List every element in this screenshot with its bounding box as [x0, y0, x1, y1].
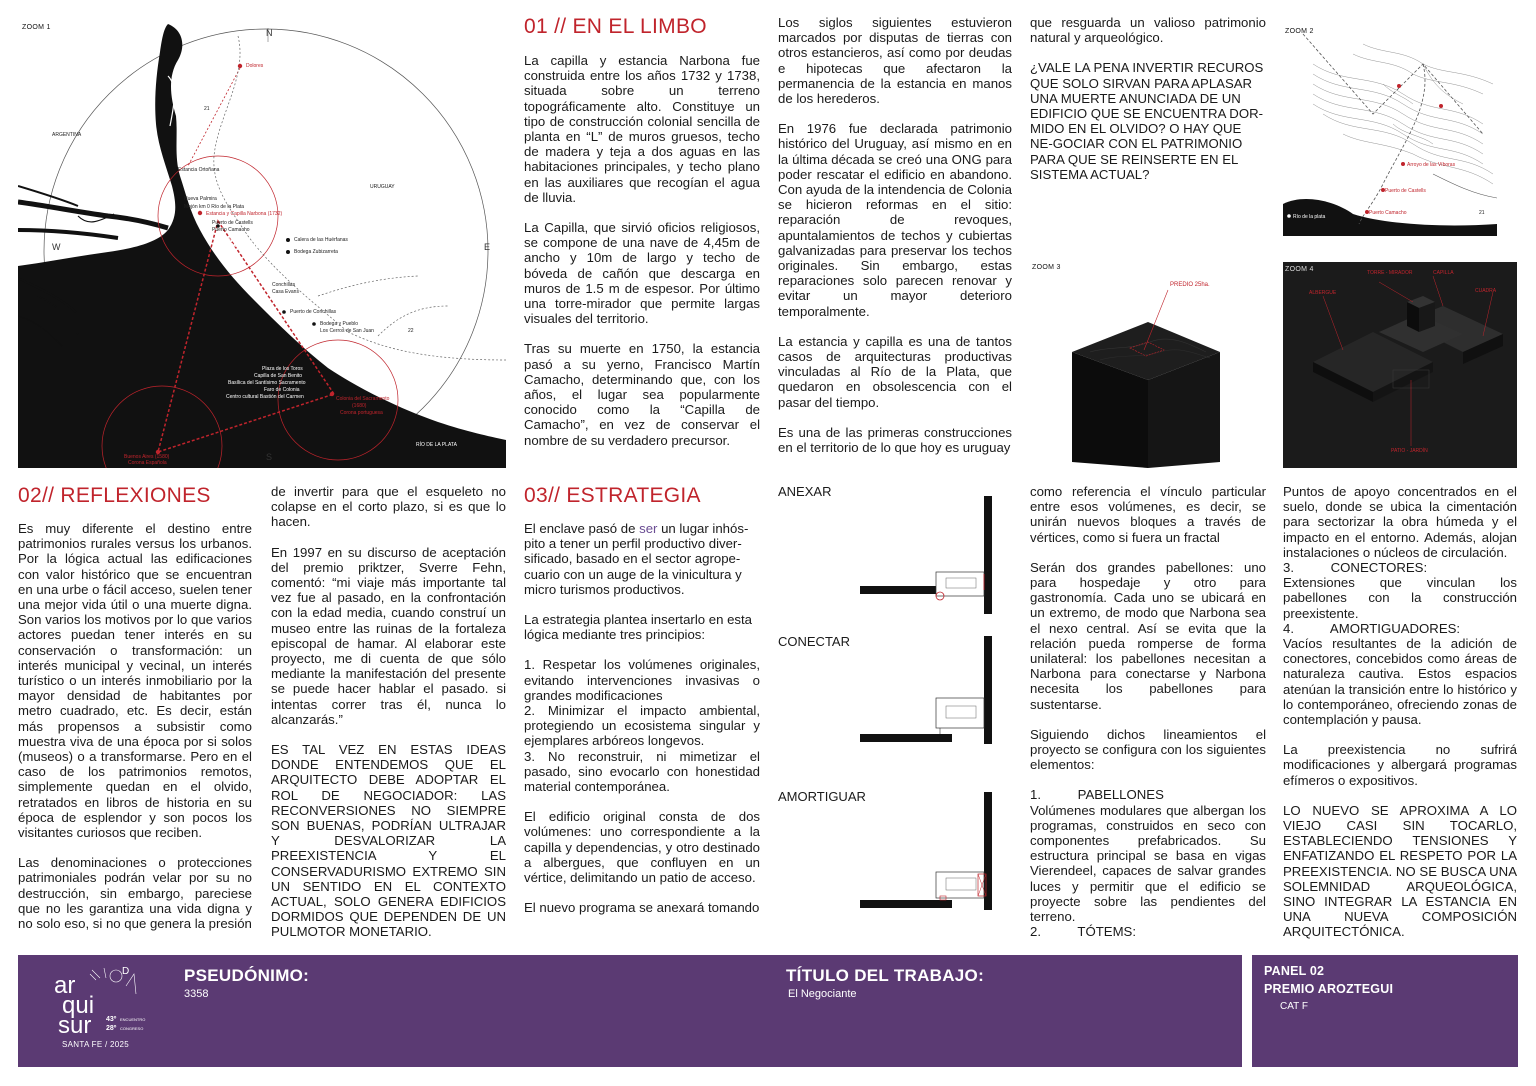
pseudonimo-value: 3358 [184, 988, 209, 1000]
logo-d: D [122, 966, 130, 977]
section2-paragraph-3: de invertir para que el esqueleto no colapse en el corto plazo, si es que lo hacen. [271, 484, 506, 530]
section1-paragraph-8: que resguarda un valioso patrimonio natural y arqueológico. [1030, 15, 1266, 46]
map-label-conchillas: Conchillas [272, 282, 296, 288]
zoom2-arroyo-label: Arroyo de las Víboras [1407, 162, 1456, 168]
map-label-uruguay: URUGUAY [370, 184, 395, 190]
logo-ar: ar [54, 972, 76, 999]
section3-element-3-text: Extensiones que vinculan los pabellones con la construcción preexistente. [1283, 575, 1517, 621]
section3-col3 [1030, 484, 1266, 939]
map-label-giratorio: Puente giratorio [230, 243, 266, 249]
zoom3-label: ZOOM 3 [1032, 264, 1061, 271]
map-label-castells: Puerto de Castells [212, 220, 253, 226]
section3-paragraph-1b: ser [639, 521, 658, 536]
logo-sur: sur [58, 1012, 92, 1039]
section3-principle-2: 2. Minimizar el impacto ambiental, protegiendo un ecosistema singular y ejemplares arbóreos longevos. [524, 703, 760, 749]
map-label-calera: Calera de las Huérfanas [294, 237, 348, 243]
diagram-anexar-label: ANEXAR [778, 484, 832, 499]
map-label-colonia4: Faro de Colonia [264, 387, 300, 393]
section3-element-2-title: 2. TÓTEMS: [1030, 924, 1137, 940]
section1-col1 [524, 53, 760, 463]
section1-paragraph-5: En 1976 fue declarada patrimonio histórico del Uruguay, así mismo en en la última década se creó una ONG para poder rescatar el edificio en abandono. Con ayuda de la intendencia de Colonia se hicieron reformas en el sitio: reparación de revoques, apuntalamientos de techos y cubiertas galvanizadas para preservar los techos originales. Sin embargo, estas reparaciones solo parecen renovar y evitar un mayor deterioro temporalmente. [778, 121, 1012, 319]
section3-element-1-text: Volúmenes modulares que albergan los programas, construidos en seco con componentes prefabricados. Su estructura principal se basa en vigas Vierendeel, capaces de salvar grandes luces y permitir que el edificio se proyecte sobre las pendientes del terreno. [1030, 802, 1266, 925]
logo-encuentro: ENCUENTRO [120, 1017, 146, 1022]
section3-paragraph-7: Siguiendo dichos lineamientos el proyecto se configura con los siguientes elementos: [1030, 726, 1266, 773]
diagram-amortiguar-label: AMORTIGUAR [778, 789, 866, 804]
compass-east: E [484, 242, 491, 252]
section1-col2 [778, 15, 1012, 470]
section3-element-1 [1030, 787, 1266, 939]
map-label-palmira: Nueva Palmira [184, 196, 217, 202]
titulo-value: El Negociante [788, 988, 857, 1000]
section3-element-2 [1283, 484, 1517, 727]
map-label-ba: Buenos Aires (1580) [124, 454, 170, 460]
section3-principles [524, 657, 760, 794]
section3-principle-3: 3. No reconstruir, ni mimetizar el pasado, sino evocarlo con honestidad material contemporánea. [524, 748, 760, 795]
logo-28: 28º [106, 1025, 117, 1032]
zoom2-rio-label: Río de la plata [1293, 214, 1326, 220]
section3-col1 [524, 521, 760, 930]
section3-paragraph-1 [524, 521, 760, 597]
titulo-label: TÍTULO DEL TRABAJO: [786, 966, 985, 985]
section3-element-3-title: 3. CONECTORES: [1283, 560, 1428, 576]
map-label-colonia3: Basílica del Santísimo Sacramento [228, 380, 306, 386]
section1-question: ¿VALE LA PENA INVERTIR RECUROS QUE SOLO SIRVAN PARA APLASAR UNA MUERTE ANUNCIADA DE UN EDIFICIO QUE SE ENCUENTRA DOR-MIDO EN EL OLVIDO? O HAY QUE NE-GOCIAR CON EL PATRIMONIO PARA QUE SE REINSERTE EN EL SISTEMA ACTUAL? [1030, 60, 1264, 182]
section1-paragraph-4: Los siglos siguientes estuvieron marcados por disputas de tierras con otros estancieros, así como por deudas e hipotecas que afectaron la permanencia de la estancia en manos de los herederos. [778, 15, 1012, 107]
zoom3-predio-label: PREDIO 25ha. [1170, 282, 1210, 288]
section2-col1 [18, 521, 252, 946]
zoom2-camacho-label: Puerto Camacho [1369, 210, 1407, 216]
zoom4-render [1283, 262, 1517, 468]
section2-col2 [271, 484, 506, 955]
section3-col4 [1283, 484, 1517, 955]
section3-paragraph-2: La estrategia plantea insertarlo en esta lógica mediante tres principios: [524, 612, 752, 643]
zoom4-albergue-label: ALBERGUE [1309, 290, 1337, 296]
section3-paragraph-3: El edificio original consta de dos volúmenes: uno correspondiente a la capilla y dependencias, y otro destinado a albergues, que confluyen en un vértice, delimitando un patio de acceso. [524, 809, 760, 886]
map-label-route22: 22 [408, 328, 414, 334]
map-label-mojon: Mojón km 0 Río de la Plata [184, 204, 245, 210]
compass-west: W [52, 242, 61, 252]
logo-43: 43º [106, 1016, 117, 1023]
map-label-colonia-year: (1680) [352, 403, 367, 409]
section2-paragraph-4: En 1997 en su discurso de aceptación del premio priktzer, Sverre Fehn, comentó: “mi viaje más importante tal vez fue al pasado, en la confrontación con la edad media, cuando construí un museo entre las ruinas de la fortaleza episcopal de hamar. Al elaborar este proyecto, me di cuenta de que sólo mediante la manifestación del presente se puede hacer hablar el pasado. si intentas correr tras él, nunca lo alcanzarás.” [271, 544, 506, 727]
zoom2-castells-label: Puerto de Castells [1385, 188, 1426, 194]
map-label-colonia5: Centro cultural Bastión del Carmen [226, 394, 304, 400]
section3-element-4-text: Vacíos resultantes de la adición de conectores, concebidos como áreas de naturaleza cautiva. Estos espacios atenúan la transición entre lo histórico y lo contemporáneo, ofreciendo zonas de contemplación y pausa. [1283, 636, 1517, 728]
map-label-ortonana: Estancia Ortoñana [178, 167, 220, 173]
map-label-camacho: Puerto Camacho [212, 227, 250, 233]
pseudonimo-label: PSEUDÓNIMO: [184, 966, 310, 985]
section2-paragraph-1: Es muy diferente el destino entre patrimonios rurales versus los urbanos. Por la lógica actual las edificaciones con valor histórico que se encuentran en una urbe o fácil acceso, suelen tener una mejor vida útil o una muerte digna. Son varios los motivos por lo que varios actores puedan tener interés en su conservación o transformación: un interés municipal y vecinal, un interés turístico o un interés inmobiliario por la mayor densidad de habitantes por metro cuadrado, etc. Es decir, están más propensos a subsistir como muestra viva de una época por si solos (museos) o a transformarse. Pero en el caso de los patrimonios remotos, simplemente quedan en el olvido, retratados en libros de historia en su época de esplendor y son pocos los visitantes curiosos que reciben. [18, 521, 252, 841]
compass-north: N [266, 28, 273, 38]
section1-paragraph-6: La estancia y capilla es una de tantos casos de arquitecturas productivas vinculadas al Río de la Plata, que quedaron en obsolescencia con el pasar del tiempo. [778, 333, 1012, 410]
map-label-colonia2: Capilla de San Benito [254, 373, 303, 379]
section3-element-4-title: 4. AMORTIGUADORES: [1283, 620, 1461, 636]
zoom4-capilla-label: CAPILLA [1433, 270, 1454, 276]
map-label-colonia1: Plaza de los Toros [262, 366, 303, 372]
map-label-carmelo: Carmelo [224, 236, 243, 242]
section1-paragraph-7: Es una de las primeras construcciones en el territorio de lo que hoy es uruguay [778, 424, 1012, 456]
section3-paragraph-1c: un lugar inhós-pito a tener un perfil productivo diver-sificado, basado en el sector agrope-cuario con un auge de la vinicultura y micro turismos productivos. [524, 521, 749, 597]
section1-paragraph-1: La capilla y estancia Narbona fue construida entre los años 1732 y 1738, situada sobre un terreno topográficamente alto. Constituye un tipo de construcción colonial sencilla de planta en “L” de muros gruesos, techo de madera y teja a dos aguas en las habitaciones principales, y techo plano en las auxiliares que recogían el agua de lluvia. [524, 53, 760, 205]
section3-paragraph-8: La preexistencia no sufrirá modificaciones y albergará programas efímeros o expositivos. [1283, 742, 1517, 788]
map-label-pconchillas: Puerto de Conchillas [290, 309, 337, 315]
map-label-bodega: Bodega y Pueblo [320, 321, 359, 327]
section2-title: 02// REFLEXIONES [18, 484, 211, 507]
section1-paragraph-3: Tras su muerte en 1750, la estancia pasó a su yerno, Francisco Martín Camacho, determinando que, con los años, el lugar sea popularmente conocido como la “Capilla de Camacho”, en vez de conservar el nombre de su verdadero precursor. [524, 341, 760, 448]
section3-element-1-title: 1. PABELLONES [1030, 787, 1164, 803]
zoom2-route-label: 21 [1479, 210, 1485, 216]
map-label-zubizarreta: Bodega Zubizarreta [294, 249, 338, 255]
compass-south: S [266, 452, 273, 462]
panel-number: PANEL 02 [1264, 964, 1325, 978]
zoom2-map [1283, 24, 1497, 236]
section3-paragraph-6: Serán dos grandes pabellones: uno para hospedaje y otro para gastronomía. Cada uno se ubicará en un extremo, de modo que Narbona sea el nexo central. Así se evita que la relación pueda romperse de forma unilateral: los pabellones necesitan a Narbona para conectarse y Narbona necesita los pabellones para sustentarse. [1030, 559, 1266, 712]
logo-city: SANTA FE / 2025 [62, 1040, 130, 1049]
zoom1-label: ZOOM 1 [22, 24, 51, 31]
diagram-amortiguar [860, 790, 1000, 930]
map-label-narbona: Estancia y Capilla Narbona (1732) [206, 211, 283, 217]
zoom1-map-graphic [18, 16, 506, 468]
section3-paragraph-4: El nuevo programa se anexará tomando [524, 900, 760, 916]
section3-paragraph-1a: El enclave pasó de [524, 521, 640, 536]
map-label-route21: 21 [204, 106, 210, 112]
zoom3-block [1030, 262, 1266, 468]
section3-title: 03// ESTRATEGIA [524, 484, 701, 507]
zoom4-cuadra-label: CUADRA [1475, 288, 1497, 294]
map-label-colonia-city: Colonia del Sacramento [336, 396, 390, 402]
map-label-dolores: Dolores [246, 63, 264, 69]
premio-name: PREMIO AROZTEGUI [1264, 982, 1394, 996]
zoom4-torre-label: TORRE - MIRADOR [1367, 270, 1413, 276]
section1-paragraph-2: La Capilla, que sirvió oficios religiosos, se compone de una nave de 4,45m de ancho y 10m de largo y techo de bóveda de cañón que descarga en muros de 1.5 m de espesor. Por último una torre-mirador que permite largas visuales del territorio. [524, 220, 760, 327]
map-label-rio: RÍO DE LA PLATA [416, 442, 457, 448]
diagram-anexar [860, 490, 1000, 620]
section1-col3 [1030, 15, 1266, 197]
map-label-colonia-crown: Corona portuguesa [340, 410, 383, 416]
zoom2-label: ZOOM 2 [1285, 28, 1314, 35]
section2-paragraph-2: Las denominaciones o protecciones patrimoniales podrán velar por su no destrucción, sin embargo, pareciese que no les garantiza una vida digna y no solo eso, si no que genera la presión [18, 855, 252, 932]
zoom3-terrain-graphic [1030, 262, 1266, 468]
diagram-conectar [860, 634, 1000, 764]
section1-title: 01 // EN EL LIMBO [524, 15, 707, 38]
map-label-cerros: Los Cerros de San Juan [320, 328, 374, 334]
zoom4-patio-label: PATIO - JARDÍN [1391, 448, 1428, 454]
section3-element-2-text: Puntos de apoyo concentrados en el suelo, donde se ubica la cimentación para sectorizar la obra húmeda y el impacto en el entorno. Además, alojan instalaciones o núcleos de circulación. [1283, 484, 1517, 560]
map-label-evans: Casa Evans [272, 289, 299, 295]
section3-paragraph-5: como referencia el vínculo particular entre esos volúmenes, es decir, se unirán nuevos bloques a través de vértices, como si fuera un fractal [1030, 484, 1266, 545]
zoom2-map-graphic [1283, 24, 1497, 236]
diagram-conectar-label: CONECTAR [778, 634, 850, 649]
section3-principle-1: 1. Respetar los volúmenes originales, evitando intervenciones invasivas o grandes modificaciones [524, 657, 760, 703]
zoom4-label: ZOOM 4 [1285, 266, 1314, 273]
map-label-argentina: ARGENTINA [52, 132, 82, 138]
zoom1-map [18, 16, 506, 468]
section2-paragraph-5: ES TAL VEZ EN ESTAS IDEAS DONDE ENTENDEMOS QUE EL ARQUITECTO DEBE ADOPTAR EL ROL DE NEGOCIADOR: LAS RECONVERSIONES NO SIEMPRE SON BUENAS, PODRÍAN ULTRAJAR Y DESVALORIZAR LA PREEXISTENCIA Y EL CONSERVADURISMO EXTREMO SIN UN SENTIDO EN EL CONTEXTO ACTUAL, SOLO GENERA EDIFICIOS DORMIDOS QUE DEPENDEN DE UN PULMOTOR MONETARIO. [271, 742, 506, 940]
arquisur-logo [30, 964, 170, 1060]
map-label-ba-crown: Corona Española [128, 460, 167, 466]
category: CAT F [1280, 1001, 1308, 1012]
section3-paragraph-9: LO NUEVO SE APROXIMA A LO VIEJO CASI SIN TOCARLO, ESTABLECIENDO TENSIONES Y ENFATIZANDO EL RESPETO POR LA PREEXISTENCIA. NO SE BUSCA UNA SOLEMNIDAD ARQUEOLÓGICA, SINO INTEGRAR LA ESTANCIA EN UNA NUEVA COMPOSICIÓN ARQUITECTÓNICA. [1283, 802, 1517, 940]
logo-congreso: CONGRESO [120, 1026, 144, 1031]
logo-qui: qui [62, 992, 95, 1019]
